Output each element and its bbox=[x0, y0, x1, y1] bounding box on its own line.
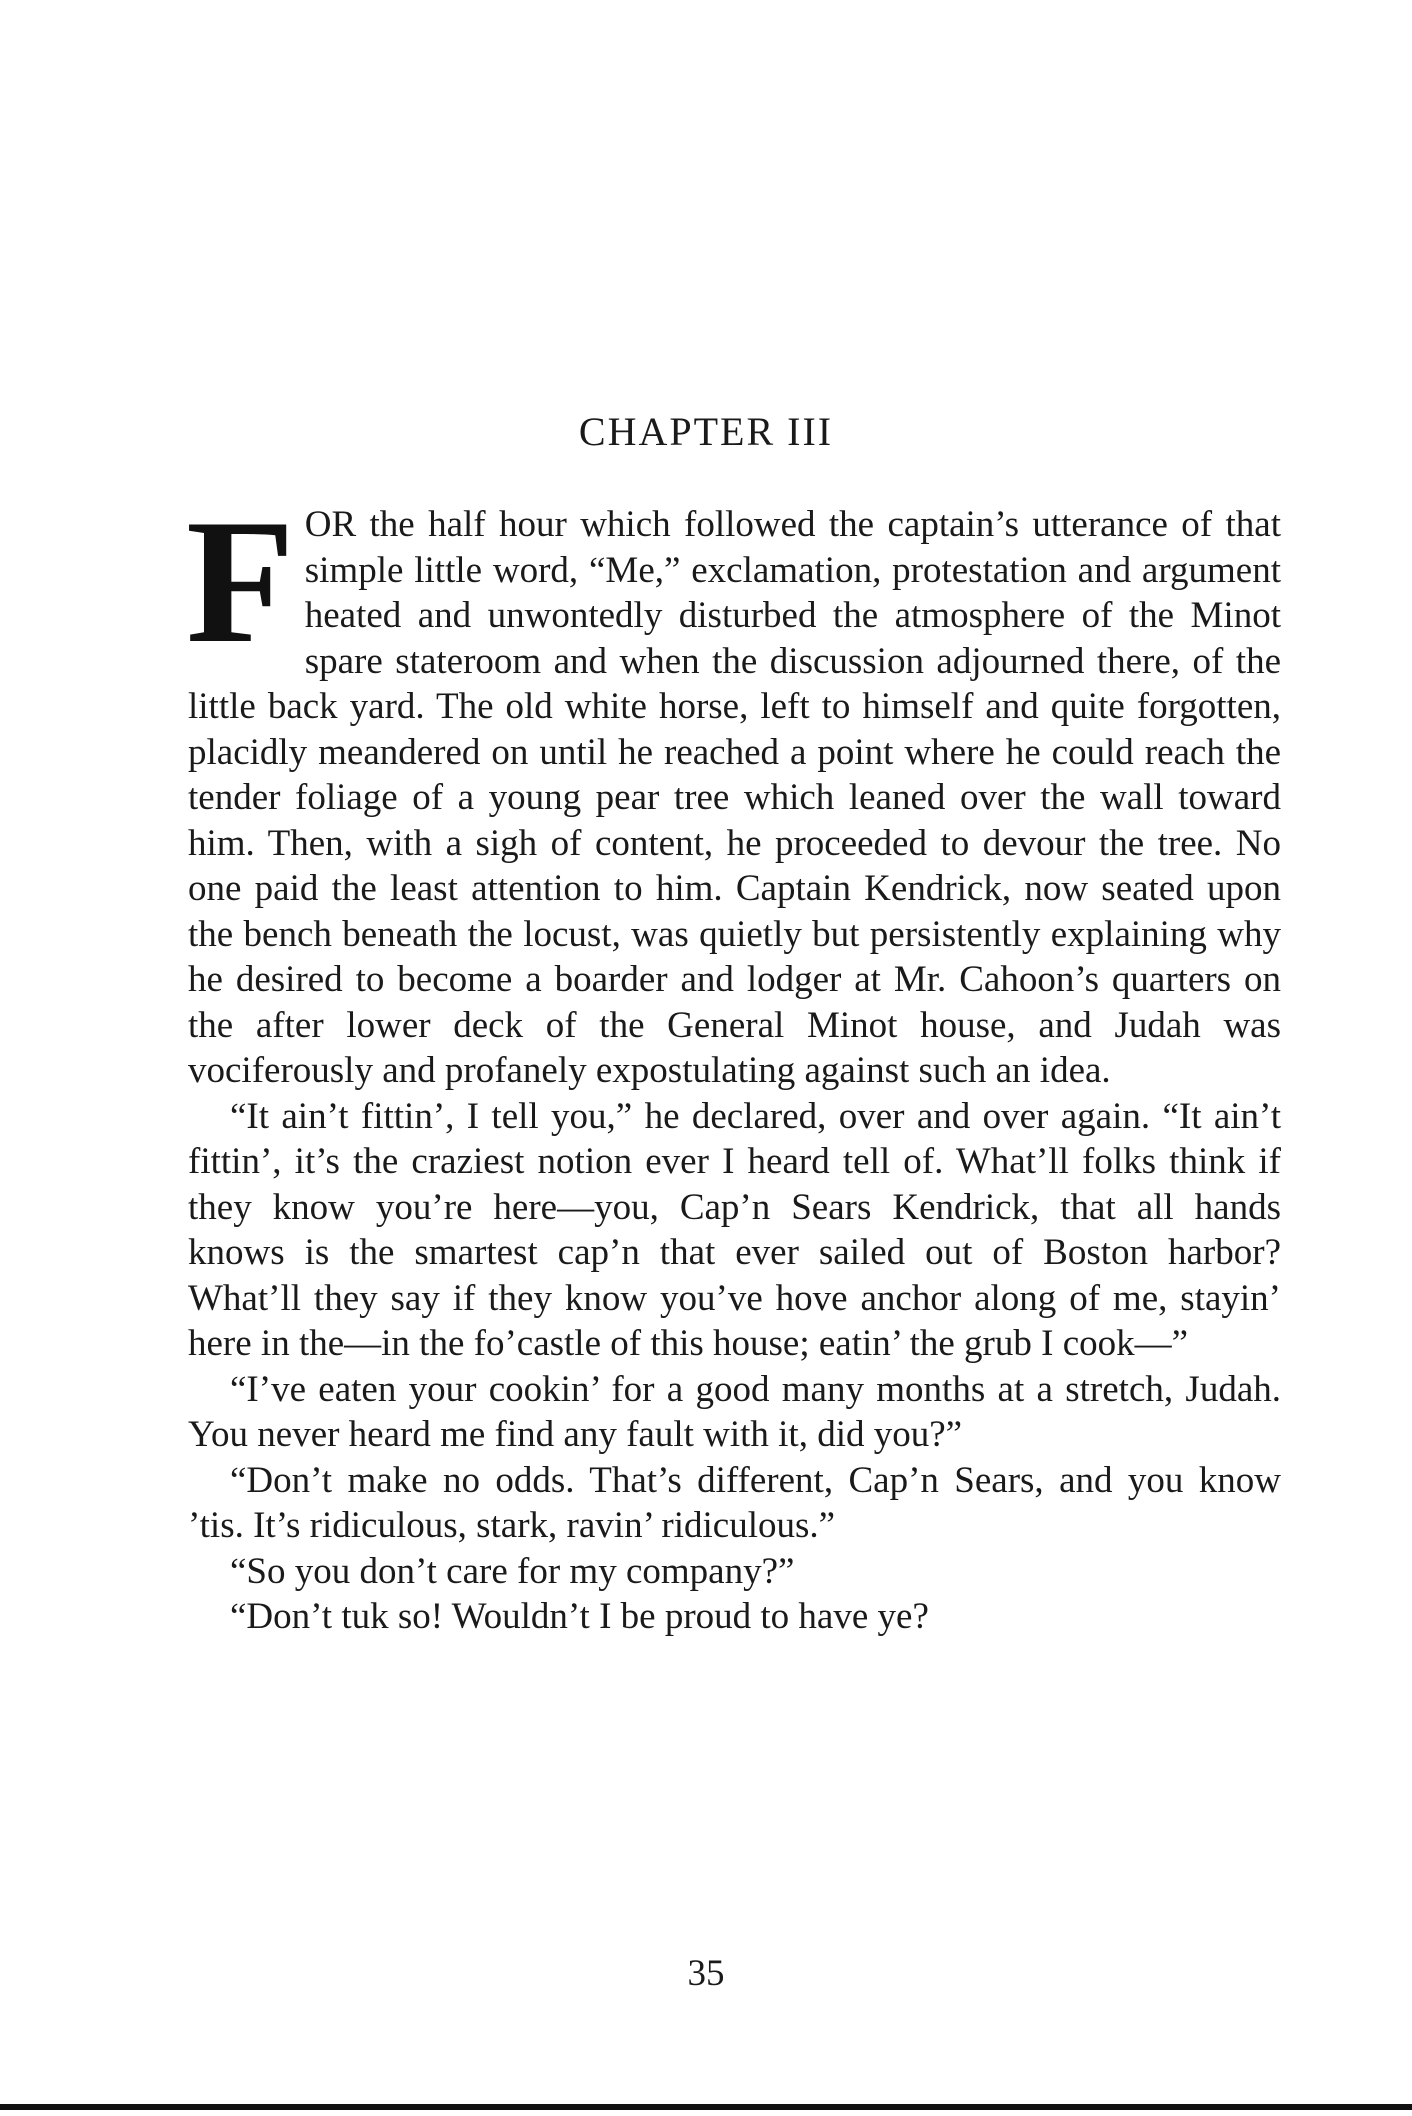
chapter-heading: CHAPTER III bbox=[578, 409, 834, 454]
paragraph-3: “I’ve eaten your cookin’ for a good many months at a stretch, Judah. You never heard me find any fault with it, did you?” bbox=[188, 1368, 1281, 1455]
paragraph-2: “It ain’t fittin’, I tell you,” he declared, over and over again. “It ain’t fittin’, it’s the craziest notion ever I heard tell of. What’ll folks think if they know you’re here—you, Cap’n Sears Kendrick, that all hands knows is the smartest cap’n that ever sailed out of Boston harbor? What’ll they say if they know you’ve hove anchor along of me, stayin’ here in the—in the fo’castle of this house; eatin’ the grub I cook—” bbox=[188, 1095, 1281, 1364]
paragraph-1-text: OR the half hour which followed the captain’s utterance of that simple little word, “Me,” exclamation, protestation and argument heated and unwontedly disturbed the atmosphere of the Minot spare stateroom and when the discussion adjourned there, of the little back yard. The old white horse, left to himself and quite forgotten, placidly meandered on until he reached a point where he could reach the tender foliage of a young pear tree which leaned over the wall toward him. Then, with a sigh of content, he proceeded to devour the tree. No one paid the least attention to him. Captain Kendrick, now seated upon the bench beneath the locust, was quietly but persistently explaining why he desired to become a boarder and lodger at Mr. Cahoon’s quarters on the after lower deck of the General Minot house, and Judah was vociferously and profanely expostulating against such an idea. bbox=[188, 504, 1281, 1091]
body-text bbox=[186, 482, 1281, 1640]
paragraph-4: “Don’t make no odds. That’s different, Cap’n Sears, and you know ’tis. It’s ridiculous, stark, ravin’ ridiculous.” bbox=[188, 1459, 1281, 1546]
drop-cap: F bbox=[186, 482, 295, 680]
paragraph-1 bbox=[186, 482, 1281, 1094]
paragraph-5: “So you don’t care for my company?” bbox=[230, 1550, 795, 1592]
paragraph-6: “Don’t tuk so! Wouldn’t I be proud to have ye? bbox=[230, 1596, 929, 1637]
bottom-rule bbox=[0, 2104, 1412, 2110]
page-number: 35 bbox=[687, 1953, 725, 1994]
